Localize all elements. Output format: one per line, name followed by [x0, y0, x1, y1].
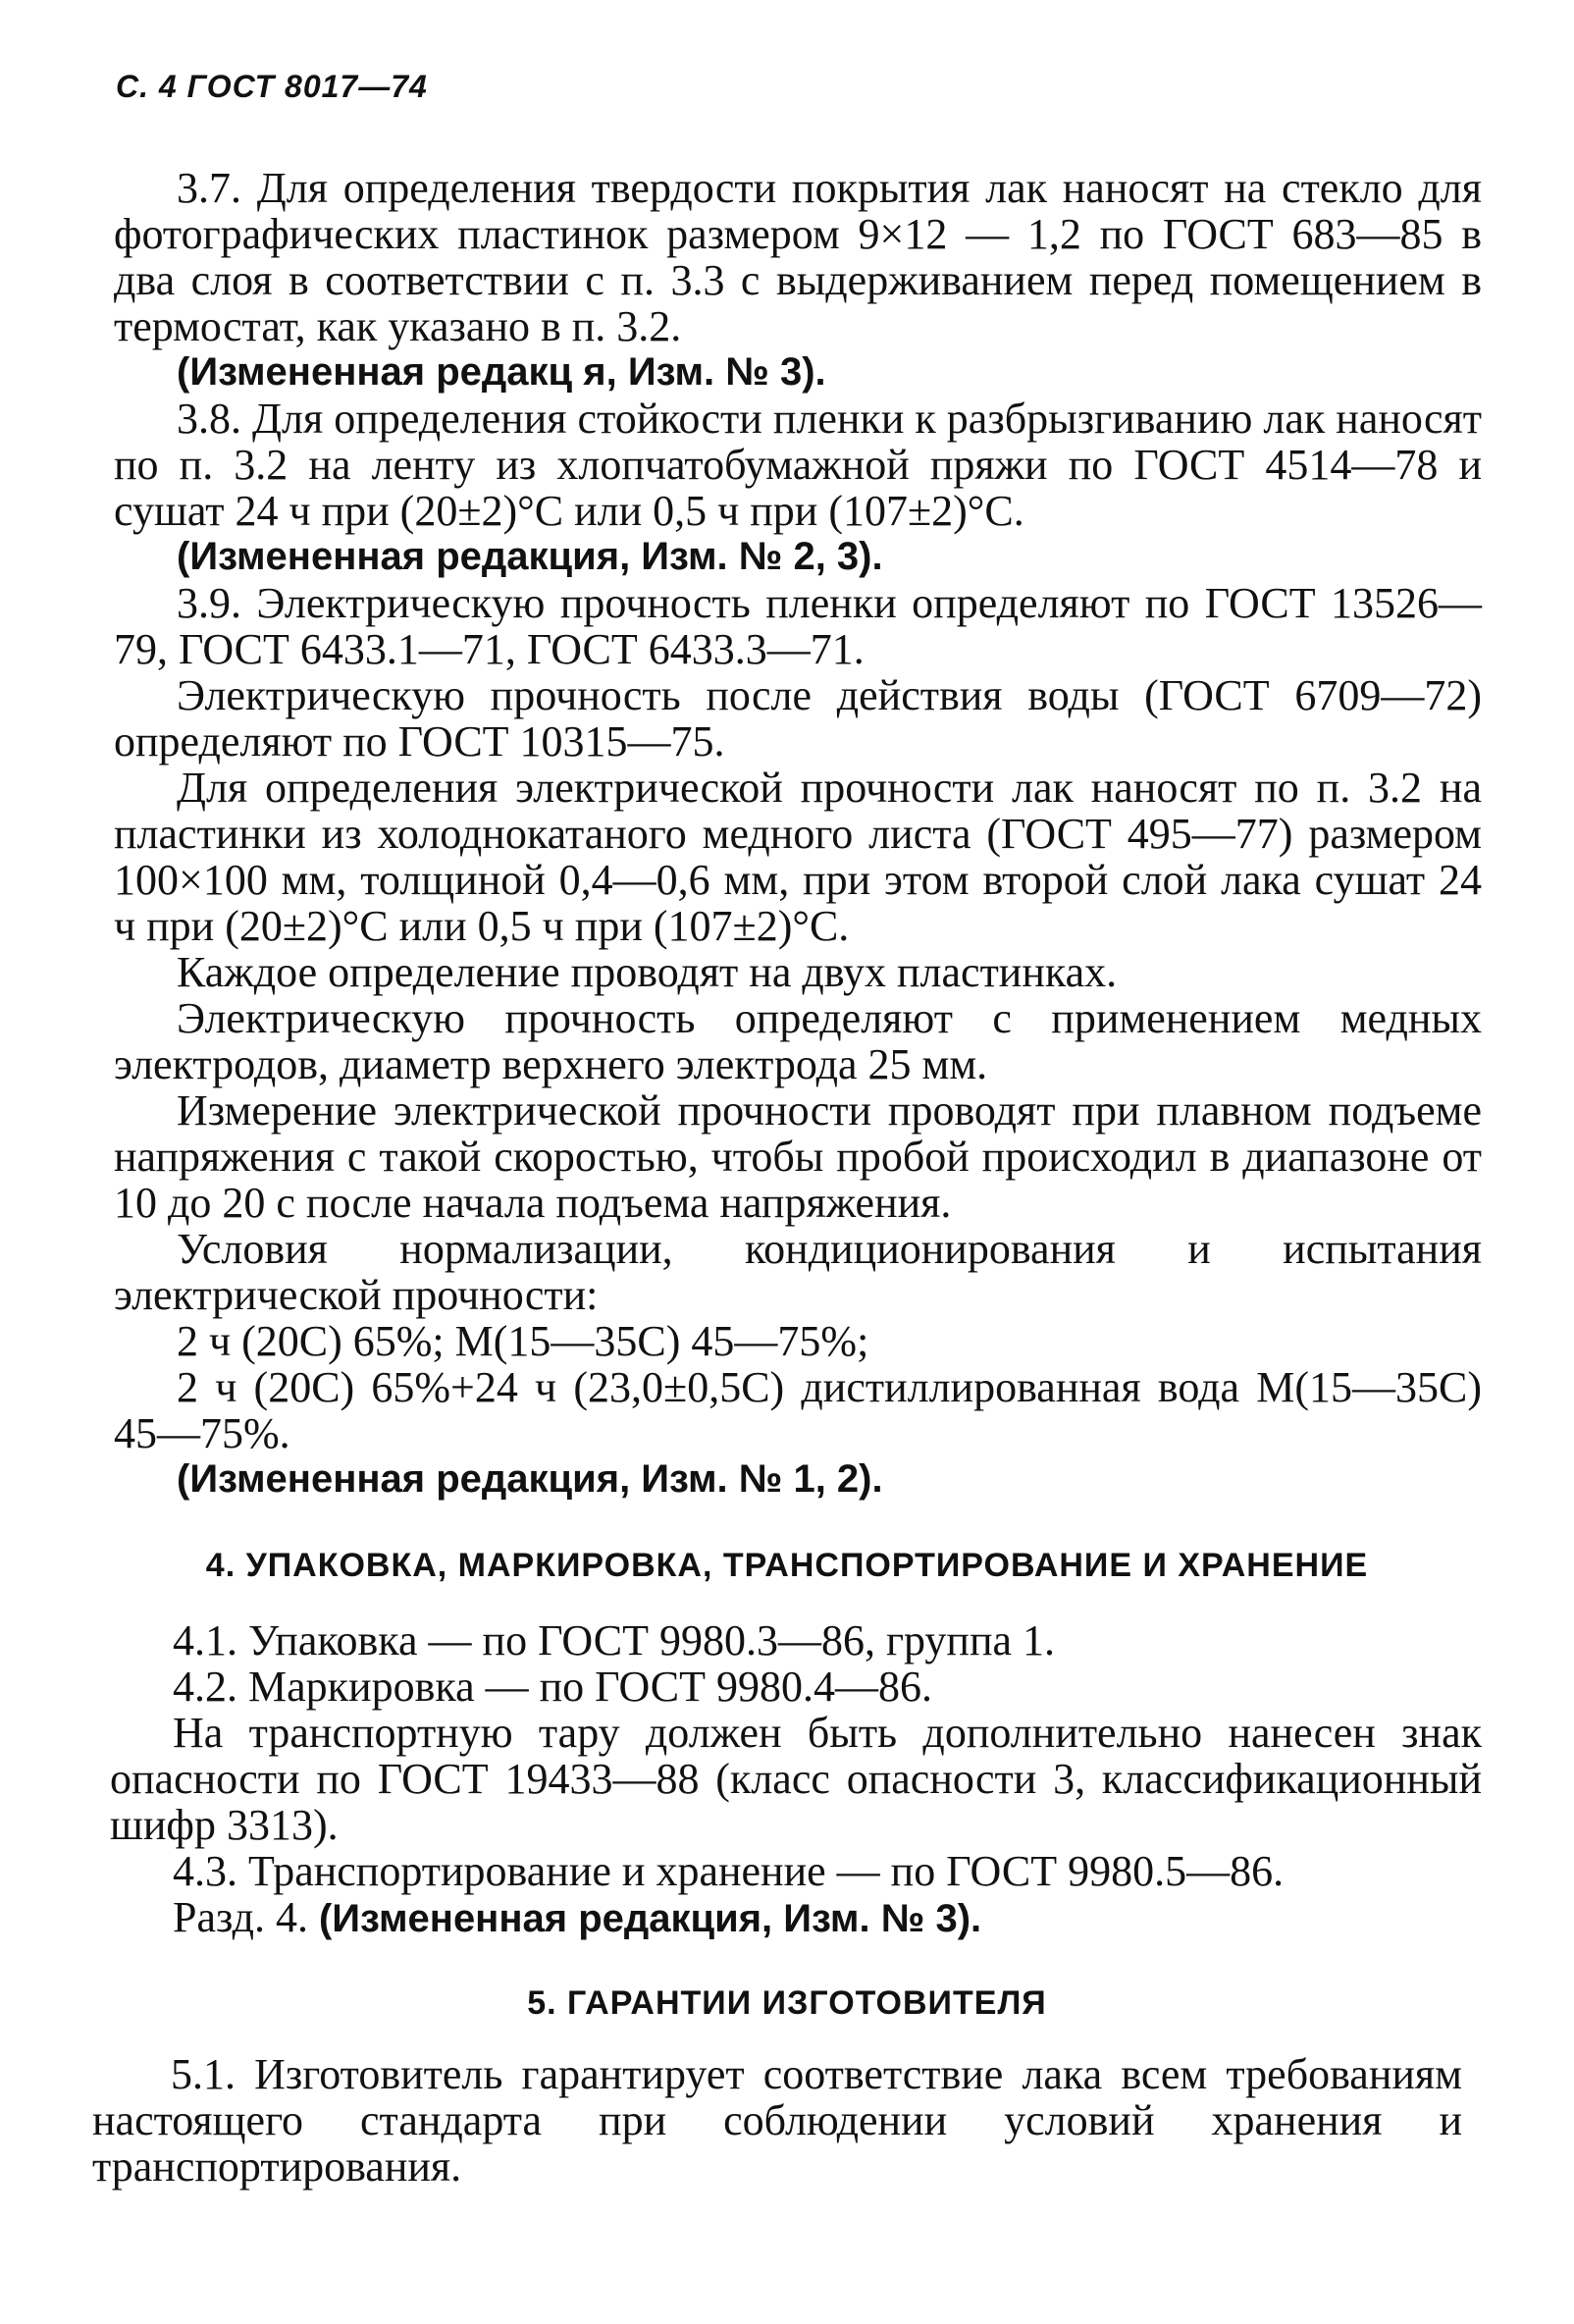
- paragraph-3-9-conditions: Условия нормализации, кондиционирования и испытания электрической прочности:: [114, 1225, 1482, 1319]
- change-note-4: [110, 1894, 1482, 1942]
- paragraph-5-1: 5.1. Изготовитель гарантирует соответствие лака всем требованиям настоящего стандарта при соблюдении условий хранения и транспортирования.: [92, 2050, 1462, 2191]
- paragraph-3-9-water: Электрическую прочность после действия воды (ГОСТ 6709—72) определяют по ГОСТ 10315—75.: [114, 671, 1482, 766]
- paragraph-4-2-hazard: На транспортную тару должен быть дополнительно нанесен знак опасности по ГОСТ 19433—88 (класс опасности 3, классификационный шифр 3313).: [110, 1709, 1482, 1849]
- change-note-4-text: (Измененная редакция, Изм. № 3).: [318, 1897, 982, 1940]
- paragraph-4-3: 4.3. Транспортирование и хранение — по ГОСТ 9980.5—86.: [173, 1847, 1285, 1895]
- change-note-3-7: (Измененная редакц я, Изм. № 3).: [177, 350, 826, 394]
- change-note-3-9: (Измененная редакция, Изм. № 1, 2).: [177, 1457, 883, 1501]
- paragraph-3-9: 3.9. Электрическую прочность пленки определяют по ГОСТ 13526—79, ГОСТ 6433.1—71, ГОСТ 6433.3—71.: [114, 579, 1482, 673]
- paragraph-3-9-electrodes: Электрическую прочность определяют с применением медных электродов, диаметр верхнего электрода 25 мм.: [114, 994, 1482, 1088]
- section-4-title: 4. УПАКОВКА, МАРКИРОВКА, ТРАНСПОРТИРОВАНИЕ И ХРАНЕНИЕ: [205, 1547, 1369, 1584]
- paragraph-4-1: 4.1. Упаковка — по ГОСТ 9980.3—86, группа 1.: [173, 1616, 1056, 1664]
- change-note-3-8: (Измененная редакция, Изм. № 2, 3).: [177, 535, 883, 578]
- page-header: С. 4 ГОСТ 8017—74: [116, 69, 428, 104]
- section-3-body: [114, 165, 1482, 1503]
- paragraph-3-8: 3.8. Для определения стойкости пленки к разбрызгиванию лак наносят по п. 3.2 на ленту из хлопчатобумажной пряжи по ГОСТ 4514—78 и сушат 24 ч при (20±2)°С или 0,5 ч при (107±2)°С.: [114, 395, 1482, 535]
- section-4-body: [110, 1617, 1482, 1942]
- paragraph-3-7: 3.7. Для определения твердости покрытия лак наносят на стекло для фотографических пластинок размером 9×12 — 1,2 по ГОСТ 683—85 в два слоя в соответствии с п. 3.3 с выдерживанием перед помещением в термостат, как указано в п. 3.2.: [114, 164, 1482, 350]
- paragraph-3-9-samples: Для определения электрической прочности лак наносят по п. 3.2 на пластинки из холоднокатаного медного листа (ГОСТ 495—77) размером 100×100 мм, толщиной 0,4—0,6 мм, при этом второй слой лака сушат 24 ч при (20±2)°С или 0,5 ч при (107±2)°С.: [114, 764, 1482, 950]
- condition-line-2: 2 ч (20С) 65%+24 ч (23,0±0,5С) дистиллированная вода М(15—35С) 45—75%.: [114, 1363, 1482, 1457]
- paragraph-3-9-plates: Каждое определение проводят на двух пластинках.: [177, 948, 1118, 996]
- section-5-body: [92, 2051, 1462, 2190]
- paragraph-4-2: 4.2. Маркировка — по ГОСТ 9980.4—86.: [173, 1663, 933, 1711]
- section-5-title: 5. ГАРАНТИИ ИЗГОТОВИТЕЛЯ: [527, 1984, 1047, 2022]
- change-note-4-prefix: Разд. 4.: [173, 1893, 308, 1941]
- paragraph-3-9-measurement: Измерение электрической прочности проводят при плавном подъеме напряжения с такой скоростью, чтобы пробой происходил в диапазоне от 10 до 20 с после начала подъема напряжения.: [114, 1086, 1482, 1227]
- condition-line-1: 2 ч (20С) 65%; М(15—35С) 45—75%;: [177, 1317, 869, 1365]
